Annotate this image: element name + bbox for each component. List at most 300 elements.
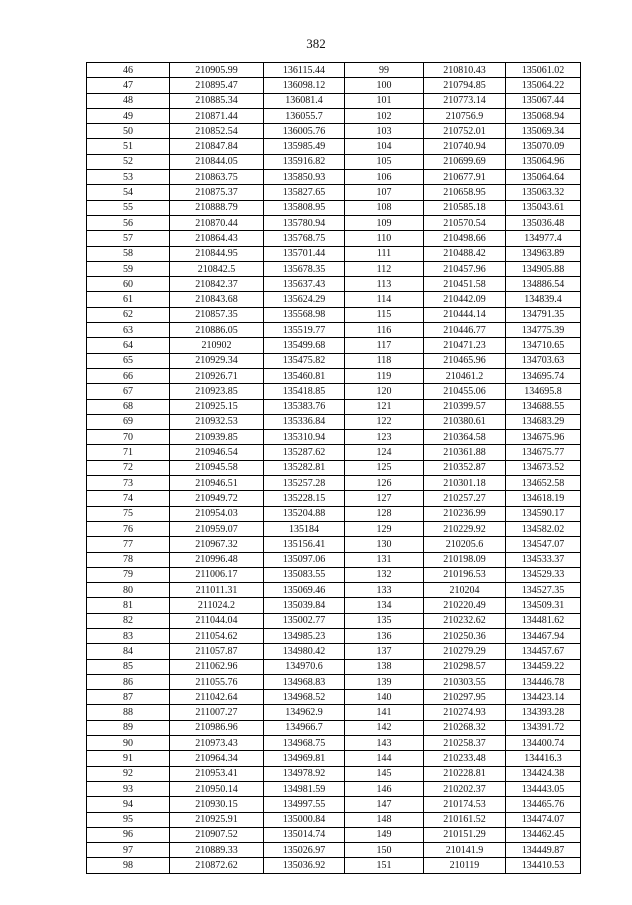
x-coordinate-cell: 211007.27 <box>170 705 264 720</box>
point-number-cell: 122 <box>345 414 424 429</box>
y-coordinate-cell: 135678.35 <box>264 261 345 276</box>
x-coordinate-cell: 210236.99 <box>424 506 506 521</box>
table-row <box>87 491 581 506</box>
x-coordinate-cell: 210232.62 <box>424 613 506 628</box>
table-row <box>87 827 581 842</box>
x-coordinate-cell: 210498.66 <box>424 231 506 246</box>
x-coordinate-cell: 211006.17 <box>170 567 264 582</box>
y-coordinate-cell: 134400.74 <box>506 736 581 751</box>
y-coordinate-cell: 134977.4 <box>506 231 581 246</box>
x-coordinate-cell: 210756.9 <box>424 108 506 123</box>
x-coordinate-cell: 210361.88 <box>424 445 506 460</box>
x-coordinate-cell: 210399.57 <box>424 399 506 414</box>
y-coordinate-cell: 134529.33 <box>506 567 581 582</box>
y-coordinate-cell: 134675.96 <box>506 430 581 445</box>
y-coordinate-cell: 134710.65 <box>506 338 581 353</box>
point-number-cell: 99 <box>345 63 424 78</box>
y-coordinate-cell: 135916.82 <box>264 154 345 169</box>
point-number-cell: 80 <box>87 583 170 598</box>
x-coordinate-cell: 210196.53 <box>424 567 506 582</box>
point-number-cell: 128 <box>345 506 424 521</box>
y-coordinate-cell: 134775.39 <box>506 323 581 338</box>
point-number-cell: 125 <box>345 460 424 475</box>
point-number-cell: 63 <box>87 323 170 338</box>
x-coordinate-cell: 210740.94 <box>424 139 506 154</box>
x-coordinate-cell: 210794.85 <box>424 78 506 93</box>
y-coordinate-cell: 135026.97 <box>264 843 345 858</box>
y-coordinate-cell: 134962.9 <box>264 705 345 720</box>
y-coordinate-cell: 135067.44 <box>506 93 581 108</box>
x-coordinate-cell: 210752.01 <box>424 124 506 139</box>
y-coordinate-cell: 134393.28 <box>506 705 581 720</box>
y-coordinate-cell: 135768.75 <box>264 231 345 246</box>
x-coordinate-cell: 210844.95 <box>170 246 264 261</box>
x-coordinate-cell: 210875.37 <box>170 185 264 200</box>
point-number-cell: 52 <box>87 154 170 169</box>
table-row <box>87 720 581 735</box>
point-number-cell: 120 <box>345 384 424 399</box>
y-coordinate-cell: 134968.83 <box>264 674 345 689</box>
y-coordinate-cell: 135310.94 <box>264 430 345 445</box>
point-number-cell: 83 <box>87 628 170 643</box>
point-number-cell: 119 <box>345 368 424 383</box>
table-row <box>87 292 581 307</box>
y-coordinate-cell: 135064.64 <box>506 170 581 185</box>
x-coordinate-cell: 210446.77 <box>424 323 506 338</box>
point-number-cell: 111 <box>345 246 424 261</box>
y-coordinate-cell: 134688.55 <box>506 399 581 414</box>
y-coordinate-cell: 135701.44 <box>264 246 345 261</box>
point-number-cell: 121 <box>345 399 424 414</box>
x-coordinate-cell: 211011.31 <box>170 583 264 598</box>
table-row <box>87 200 581 215</box>
y-coordinate-cell: 135282.81 <box>264 460 345 475</box>
table-row <box>87 277 581 292</box>
table-row <box>87 139 581 154</box>
y-coordinate-cell: 135808.95 <box>264 200 345 215</box>
table-row <box>87 307 581 322</box>
table-row <box>87 93 581 108</box>
x-coordinate-cell: 210973.43 <box>170 736 264 751</box>
point-number-cell: 58 <box>87 246 170 261</box>
x-coordinate-cell: 210303.55 <box>424 674 506 689</box>
point-number-cell: 139 <box>345 674 424 689</box>
point-number-cell: 85 <box>87 659 170 674</box>
y-coordinate-cell: 135156.41 <box>264 537 345 552</box>
y-coordinate-cell: 135184 <box>264 521 345 536</box>
point-number-cell: 105 <box>345 154 424 169</box>
x-coordinate-cell: 210229.92 <box>424 521 506 536</box>
table-row <box>87 445 581 460</box>
point-number-cell: 59 <box>87 261 170 276</box>
point-number-cell: 118 <box>345 353 424 368</box>
point-number-cell: 133 <box>345 583 424 598</box>
x-coordinate-cell: 210451.58 <box>424 277 506 292</box>
point-number-cell: 48 <box>87 93 170 108</box>
x-coordinate-cell: 210364.58 <box>424 430 506 445</box>
y-coordinate-cell: 134968.52 <box>264 690 345 705</box>
x-coordinate-cell: 210570.54 <box>424 215 506 230</box>
table-row <box>87 583 581 598</box>
coordinates-table <box>86 62 581 874</box>
point-number-cell: 135 <box>345 613 424 628</box>
table-row <box>87 384 581 399</box>
x-coordinate-cell: 210863.75 <box>170 170 264 185</box>
x-coordinate-cell: 210461.2 <box>424 368 506 383</box>
x-coordinate-cell: 210852.54 <box>170 124 264 139</box>
y-coordinate-cell: 135069.46 <box>264 583 345 598</box>
point-number-cell: 81 <box>87 598 170 613</box>
point-number-cell: 86 <box>87 674 170 689</box>
y-coordinate-cell: 135036.48 <box>506 215 581 230</box>
point-number-cell: 141 <box>345 705 424 720</box>
y-coordinate-cell: 135336.84 <box>264 414 345 429</box>
x-coordinate-cell: 210847.84 <box>170 139 264 154</box>
y-coordinate-cell: 135014.74 <box>264 827 345 842</box>
y-coordinate-cell: 134547.07 <box>506 537 581 552</box>
point-number-cell: 79 <box>87 567 170 582</box>
table-row <box>87 736 581 751</box>
point-number-cell: 146 <box>345 781 424 796</box>
table-row <box>87 812 581 827</box>
coordinates-table-body <box>87 63 581 874</box>
x-coordinate-cell: 210986.96 <box>170 720 264 735</box>
table-row <box>87 567 581 582</box>
y-coordinate-cell: 134963.89 <box>506 246 581 261</box>
y-coordinate-cell: 135460.81 <box>264 368 345 383</box>
x-coordinate-cell: 210949.72 <box>170 491 264 506</box>
y-coordinate-cell: 134509.31 <box>506 598 581 613</box>
y-coordinate-cell: 134968.75 <box>264 736 345 751</box>
point-number-cell: 67 <box>87 384 170 399</box>
y-coordinate-cell: 135063.32 <box>506 185 581 200</box>
x-coordinate-cell: 210205.6 <box>424 537 506 552</box>
point-number-cell: 88 <box>87 705 170 720</box>
y-coordinate-cell: 135000.84 <box>264 812 345 827</box>
point-number-cell: 65 <box>87 353 170 368</box>
x-coordinate-cell: 210945.58 <box>170 460 264 475</box>
table-row <box>87 246 581 261</box>
x-coordinate-cell: 210842.5 <box>170 261 264 276</box>
point-number-cell: 149 <box>345 827 424 842</box>
y-coordinate-cell: 135039.84 <box>264 598 345 613</box>
x-coordinate-cell: 210279.29 <box>424 644 506 659</box>
x-coordinate-cell: 210228.81 <box>424 766 506 781</box>
table-row <box>87 63 581 78</box>
x-coordinate-cell: 210932.53 <box>170 414 264 429</box>
point-number-cell: 55 <box>87 200 170 215</box>
x-coordinate-cell: 210870.44 <box>170 215 264 230</box>
point-number-cell: 101 <box>345 93 424 108</box>
point-number-cell: 96 <box>87 827 170 842</box>
table-row <box>87 843 581 858</box>
point-number-cell: 51 <box>87 139 170 154</box>
y-coordinate-cell: 136005.76 <box>264 124 345 139</box>
x-coordinate-cell: 210274.93 <box>424 705 506 720</box>
x-coordinate-cell: 211057.87 <box>170 644 264 659</box>
y-coordinate-cell: 134683.29 <box>506 414 581 429</box>
y-coordinate-cell: 136055.7 <box>264 108 345 123</box>
point-number-cell: 110 <box>345 231 424 246</box>
y-coordinate-cell: 135475.82 <box>264 353 345 368</box>
x-coordinate-cell: 210946.51 <box>170 476 264 491</box>
y-coordinate-cell: 136098.12 <box>264 78 345 93</box>
y-coordinate-cell: 135985.49 <box>264 139 345 154</box>
point-number-cell: 56 <box>87 215 170 230</box>
y-coordinate-cell: 135002.77 <box>264 613 345 628</box>
table-row <box>87 705 581 720</box>
point-number-cell: 72 <box>87 460 170 475</box>
table-row <box>87 323 581 338</box>
y-coordinate-cell: 135637.43 <box>264 277 345 292</box>
x-coordinate-cell: 210810.43 <box>424 63 506 78</box>
table-row <box>87 261 581 276</box>
table-row <box>87 170 581 185</box>
point-number-cell: 84 <box>87 644 170 659</box>
table-row <box>87 108 581 123</box>
x-coordinate-cell: 210923.85 <box>170 384 264 399</box>
x-coordinate-cell: 210465.96 <box>424 353 506 368</box>
y-coordinate-cell: 135070.09 <box>506 139 581 154</box>
x-coordinate-cell: 210444.14 <box>424 307 506 322</box>
table-row <box>87 659 581 674</box>
table-row <box>87 215 581 230</box>
y-coordinate-cell: 135064.22 <box>506 78 581 93</box>
point-number-cell: 112 <box>345 261 424 276</box>
x-coordinate-cell: 210905.99 <box>170 63 264 78</box>
x-coordinate-cell: 210950.14 <box>170 781 264 796</box>
point-number-cell: 144 <box>345 751 424 766</box>
table-row <box>87 552 581 567</box>
point-number-cell: 100 <box>345 78 424 93</box>
x-coordinate-cell: 210885.34 <box>170 93 264 108</box>
point-number-cell: 50 <box>87 124 170 139</box>
y-coordinate-cell: 134443.05 <box>506 781 581 796</box>
x-coordinate-cell: 210488.42 <box>424 246 506 261</box>
y-coordinate-cell: 134582.02 <box>506 521 581 536</box>
x-coordinate-cell: 210872.62 <box>170 858 264 873</box>
point-number-cell: 68 <box>87 399 170 414</box>
y-coordinate-cell: 135827.65 <box>264 185 345 200</box>
y-coordinate-cell: 134981.59 <box>264 781 345 796</box>
table-row <box>87 797 581 812</box>
x-coordinate-cell: 210220.49 <box>424 598 506 613</box>
point-number-cell: 127 <box>345 491 424 506</box>
y-coordinate-cell: 134424.38 <box>506 766 581 781</box>
x-coordinate-cell: 210953.41 <box>170 766 264 781</box>
x-coordinate-cell: 210204 <box>424 583 506 598</box>
y-coordinate-cell: 134703.63 <box>506 353 581 368</box>
x-coordinate-cell: 211042.64 <box>170 690 264 705</box>
y-coordinate-cell: 134449.87 <box>506 843 581 858</box>
table-row <box>87 460 581 475</box>
point-number-cell: 130 <box>345 537 424 552</box>
table-row <box>87 414 581 429</box>
point-number-cell: 102 <box>345 108 424 123</box>
point-number-cell: 104 <box>345 139 424 154</box>
y-coordinate-cell: 134446.78 <box>506 674 581 689</box>
point-number-cell: 57 <box>87 231 170 246</box>
x-coordinate-cell: 210842.37 <box>170 277 264 292</box>
x-coordinate-cell: 210380.61 <box>424 414 506 429</box>
point-number-cell: 115 <box>345 307 424 322</box>
point-number-cell: 76 <box>87 521 170 536</box>
point-number-cell: 61 <box>87 292 170 307</box>
point-number-cell: 78 <box>87 552 170 567</box>
y-coordinate-cell: 135568.98 <box>264 307 345 322</box>
point-number-cell: 132 <box>345 567 424 582</box>
x-coordinate-cell: 210954.03 <box>170 506 264 521</box>
point-number-cell: 108 <box>345 200 424 215</box>
x-coordinate-cell: 210902 <box>170 338 264 353</box>
y-coordinate-cell: 135287.62 <box>264 445 345 460</box>
y-coordinate-cell: 134527.35 <box>506 583 581 598</box>
y-coordinate-cell: 134457.67 <box>506 644 581 659</box>
y-coordinate-cell: 134970.6 <box>264 659 345 674</box>
y-coordinate-cell: 135068.94 <box>506 108 581 123</box>
x-coordinate-cell: 210930.15 <box>170 797 264 812</box>
x-coordinate-cell: 210677.91 <box>424 170 506 185</box>
point-number-cell: 109 <box>345 215 424 230</box>
table-row <box>87 368 581 383</box>
point-number-cell: 123 <box>345 430 424 445</box>
y-coordinate-cell: 136081.4 <box>264 93 345 108</box>
y-coordinate-cell: 134590.17 <box>506 506 581 521</box>
table-row <box>87 598 581 613</box>
point-number-cell: 87 <box>87 690 170 705</box>
x-coordinate-cell: 211054.62 <box>170 628 264 643</box>
y-coordinate-cell: 134416.3 <box>506 751 581 766</box>
y-coordinate-cell: 135850.93 <box>264 170 345 185</box>
y-coordinate-cell: 134966.7 <box>264 720 345 735</box>
point-number-cell: 71 <box>87 445 170 460</box>
table-row <box>87 537 581 552</box>
x-coordinate-cell: 210151.29 <box>424 827 506 842</box>
x-coordinate-cell: 211044.04 <box>170 613 264 628</box>
x-coordinate-cell: 210843.68 <box>170 292 264 307</box>
point-number-cell: 131 <box>345 552 424 567</box>
x-coordinate-cell: 210857.35 <box>170 307 264 322</box>
x-coordinate-cell: 210257.27 <box>424 491 506 506</box>
x-coordinate-cell: 210929.34 <box>170 353 264 368</box>
x-coordinate-cell: 210925.15 <box>170 399 264 414</box>
point-number-cell: 62 <box>87 307 170 322</box>
table-row <box>87 154 581 169</box>
point-number-cell: 98 <box>87 858 170 873</box>
point-number-cell: 69 <box>87 414 170 429</box>
x-coordinate-cell: 210886.05 <box>170 323 264 338</box>
point-number-cell: 89 <box>87 720 170 735</box>
x-coordinate-cell: 210119 <box>424 858 506 873</box>
page-number: 382 <box>306 36 326 51</box>
y-coordinate-cell: 135519.77 <box>264 323 345 338</box>
table-row <box>87 674 581 689</box>
y-coordinate-cell: 135064.96 <box>506 154 581 169</box>
point-number-cell: 70 <box>87 430 170 445</box>
y-coordinate-cell: 134423.14 <box>506 690 581 705</box>
x-coordinate-cell: 210939.85 <box>170 430 264 445</box>
y-coordinate-cell: 134997.55 <box>264 797 345 812</box>
point-number-cell: 126 <box>345 476 424 491</box>
table-row <box>87 690 581 705</box>
y-coordinate-cell: 135383.76 <box>264 399 345 414</box>
y-coordinate-cell: 134980.42 <box>264 644 345 659</box>
point-number-cell: 129 <box>345 521 424 536</box>
point-number-cell: 60 <box>87 277 170 292</box>
x-coordinate-cell: 210457.96 <box>424 261 506 276</box>
y-coordinate-cell: 134985.23 <box>264 628 345 643</box>
y-coordinate-cell: 134465.76 <box>506 797 581 812</box>
point-number-cell: 73 <box>87 476 170 491</box>
x-coordinate-cell: 210301.18 <box>424 476 506 491</box>
x-coordinate-cell: 210946.54 <box>170 445 264 460</box>
x-coordinate-cell: 210864.43 <box>170 231 264 246</box>
table-row <box>87 231 581 246</box>
table-row <box>87 766 581 781</box>
x-coordinate-cell: 210889.33 <box>170 843 264 858</box>
x-coordinate-cell: 210844.05 <box>170 154 264 169</box>
point-number-cell: 49 <box>87 108 170 123</box>
table-row <box>87 628 581 643</box>
x-coordinate-cell: 210258.37 <box>424 736 506 751</box>
y-coordinate-cell: 135257.28 <box>264 476 345 491</box>
x-coordinate-cell: 210926.71 <box>170 368 264 383</box>
x-coordinate-cell: 210907.52 <box>170 827 264 842</box>
x-coordinate-cell: 210298.57 <box>424 659 506 674</box>
table-row <box>87 521 581 536</box>
point-number-cell: 150 <box>345 843 424 858</box>
point-number-cell: 140 <box>345 690 424 705</box>
y-coordinate-cell: 134969.81 <box>264 751 345 766</box>
point-number-cell: 97 <box>87 843 170 858</box>
table-row <box>87 399 581 414</box>
x-coordinate-cell: 210442.09 <box>424 292 506 307</box>
point-number-cell: 117 <box>345 338 424 353</box>
table-row <box>87 185 581 200</box>
table-row <box>87 430 581 445</box>
y-coordinate-cell: 134791.35 <box>506 307 581 322</box>
y-coordinate-cell: 135061.02 <box>506 63 581 78</box>
y-coordinate-cell: 134618.19 <box>506 491 581 506</box>
y-coordinate-cell: 135043.61 <box>506 200 581 215</box>
x-coordinate-cell: 210699.69 <box>424 154 506 169</box>
y-coordinate-cell: 134675.77 <box>506 445 581 460</box>
x-coordinate-cell: 210996.48 <box>170 552 264 567</box>
x-coordinate-cell: 211055.76 <box>170 674 264 689</box>
y-coordinate-cell: 134533.37 <box>506 552 581 567</box>
x-coordinate-cell: 211024.2 <box>170 598 264 613</box>
point-number-cell: 91 <box>87 751 170 766</box>
x-coordinate-cell: 210658.95 <box>424 185 506 200</box>
y-coordinate-cell: 134905.88 <box>506 261 581 276</box>
point-number-cell: 92 <box>87 766 170 781</box>
point-number-cell: 147 <box>345 797 424 812</box>
y-coordinate-cell: 135418.85 <box>264 384 345 399</box>
table-row <box>87 751 581 766</box>
y-coordinate-cell: 134459.22 <box>506 659 581 674</box>
x-coordinate-cell: 210174.53 <box>424 797 506 812</box>
table-row <box>87 124 581 139</box>
point-number-cell: 142 <box>345 720 424 735</box>
y-coordinate-cell: 135780.94 <box>264 215 345 230</box>
x-coordinate-cell: 210141.9 <box>424 843 506 858</box>
y-coordinate-cell: 134695.74 <box>506 368 581 383</box>
y-coordinate-cell: 134839.4 <box>506 292 581 307</box>
point-number-cell: 116 <box>345 323 424 338</box>
point-number-cell: 134 <box>345 598 424 613</box>
y-coordinate-cell: 134467.94 <box>506 628 581 643</box>
y-coordinate-cell: 134481.62 <box>506 613 581 628</box>
